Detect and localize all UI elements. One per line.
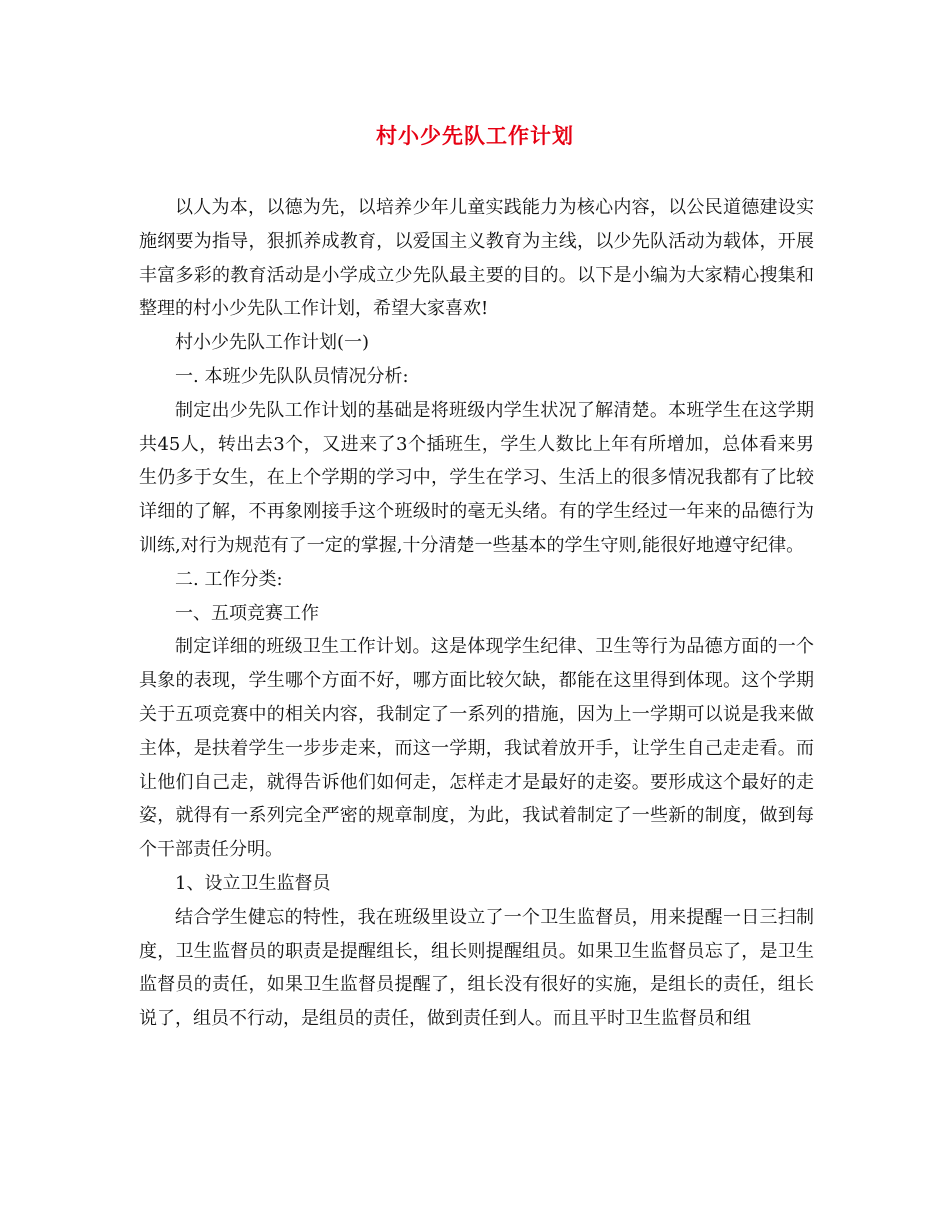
intro-paragraph: 以人为本，以德为先，以培养少年儿童实践能力为核心内容，以公民道德建设实施纲要为指导，狠抓养成教育，以爱国主义教育为主线，以少先队活动为载体，开展丰富多彩的教育活动是小学成立少先队最主要的目的。以下是小编为大家精心搜集和整理的村小少先队工作计划，希望大家喜欢! [139, 197, 814, 320]
section-heading-classification: 二. 工作分类: [175, 568, 283, 590]
competition-paragraph: 制定详细的班级卫生工作计划。这是体现学生纪律、卫生等行为品德方面的一个具象的表现，学生哪个方面不好，哪方面比较欠缺，都能在这里得到体现。这个学期关于五项竞赛中的相关内容，我制定了一系列的措施，因为上一学期可以说是我来做主体，是扶着学生一步步走来，而这一学期，我试着放开手，让学生自己走走看。而让他们自己走，就得告诉他们如何走，怎样走才是最好的走姿。要形成这个最好的走姿，就得有一系列完全严密的规章制度，为此，我试着制定了一些新的制度，做到每个干部责任分明。 [139, 636, 814, 861]
item-heading-supervisor: 1、设立卫生监督员 [175, 872, 331, 894]
document-body [139, 191, 814, 1036]
document-title: 村小少先队工作计划 [376, 123, 574, 148]
plan-heading-one: 村小少先队工作计划(一) [175, 332, 370, 354]
analysis-paragraph: 制定出少先队工作计划的基础是将班级内学生状况了解清楚。本班学生在这学期共45人，转出去3个，又进来了3个插班生，学生人数比上年有所增加，总体看来男生仍多于女生，在上个学期的学习中，学生在学习、生活上的很多情况我都有了比较详细的了解，不再象刚接手这个班级时的毫无头绪。有的学生经过一年来的品德行为训练,对行为规范有了一定的掌握,十分清楚一些基本的学生守则,能很好地遵守纪律。 [139, 399, 814, 556]
supervisor-paragraph: 结合学生健忘的特性，我在班级里设立了一个卫生监督员，用来提醒一日三扫制度，卫生监督员的职责是提醒组长，组长则提醒组员。如果卫生监督员忘了，是卫生监督员的责任，如果卫生监督员提醒了，组长没有很好的实施，是组长的责任，组长说了，组员不行动，是组员的责任，做到责任到人。而且平时卫生监督员和组 [139, 906, 814, 1030]
section-heading-analysis: 一. 本班少先队队员情况分析: [175, 365, 409, 387]
subsection-heading-competition: 一、五项竞赛工作 [175, 602, 319, 624]
